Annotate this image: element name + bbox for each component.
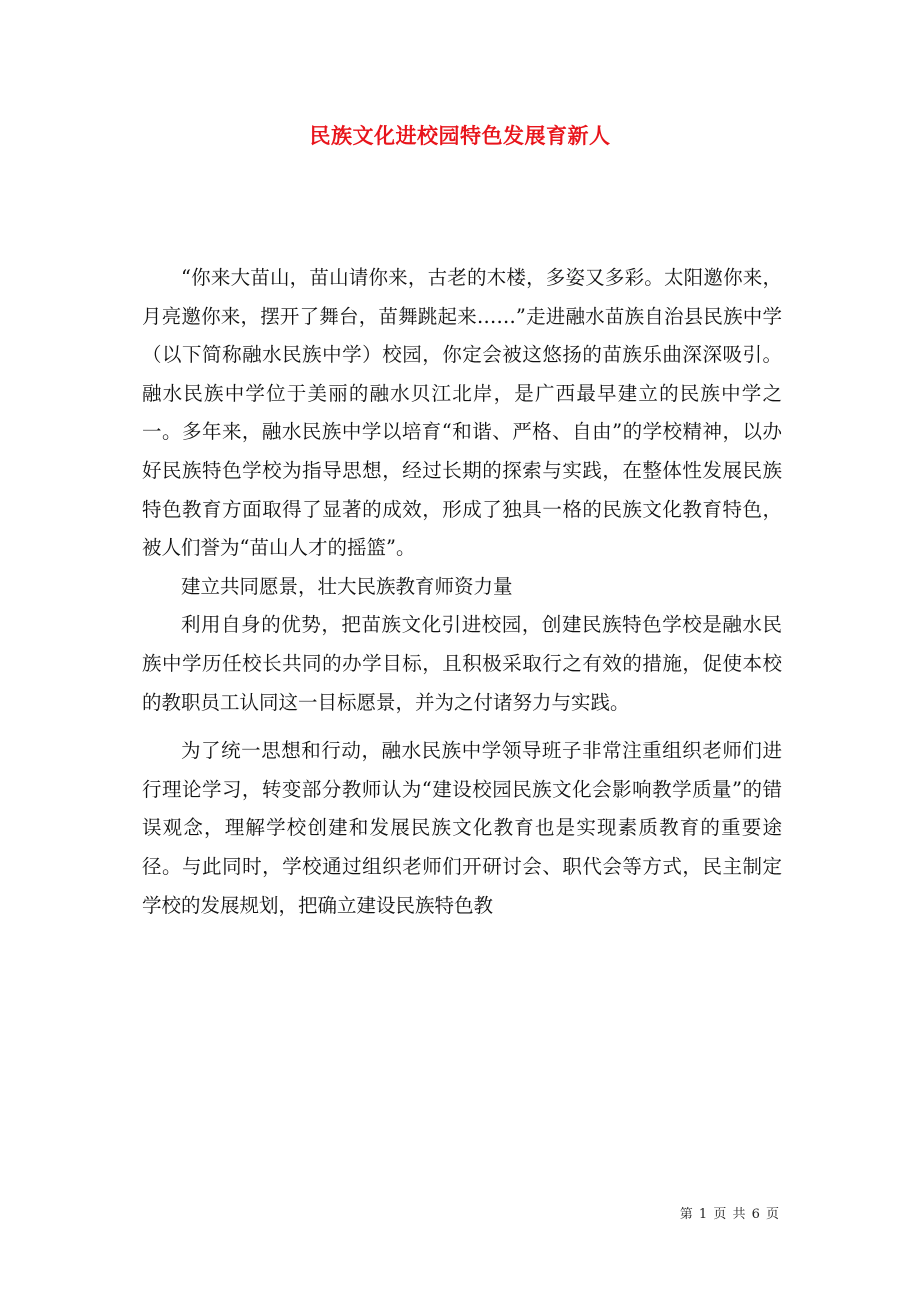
paragraph-intro: “你来大苗山，苗山请你来，古老的木楼，多姿又多彩。太阳邀你来，月亮邀你来，摆开了舞台，苗舞跳起来……”走进融水苗族自治县民族中学（以下简称融水民族中学）校园，你定会被这悠扬的苗族乐曲深深吸引。融水民族中学位于美丽的融水贝江北岸，是广西最早建立的民族中学之一。多年来，融水民族中学以培育“和谐、严格、自由”的学校精神，以办好民族特色学校为指导思想，经过长期的探索与实践，在整体性发展民族特色教育方面取得了显著的成效，形成了独具一格的民族文化教育特色，被人们誉为“苗山人才的摇篮”。	[142, 266, 782, 560]
section-heading: 建立共同愿景，壮大民族教育师资力量	[181, 574, 513, 598]
document-title: 民族文化进校园特色发展育新人	[309, 123, 611, 148]
page-number: 第 1 页 共 6 页	[679, 1207, 780, 1222]
paragraph-study: 为了统一思想和行动，融水民族中学领导班子非常注重组织老师们进行理论学习，转变部分教师认为“建设校园民族文化会影响教学质量”的错误观念，理解学校创建和发展民族文化教育也是实现素质教育的重要途径。与此同时，学校通过组织老师们开研讨会、职代会等方式，民主制定学校的发展规划，把确立建设民族特色教	[142, 739, 782, 917]
paragraph-goal: 利用自身的优势，把苗族文化引进校园，创建民族特色学校是融水民族中学历任校长共同的办学目标，且积极采取行之有效的措施，促使本校的教职员工认同这一目标愿景，并为之付诸努力与实践。	[142, 613, 782, 714]
document-body	[142, 259, 782, 925]
